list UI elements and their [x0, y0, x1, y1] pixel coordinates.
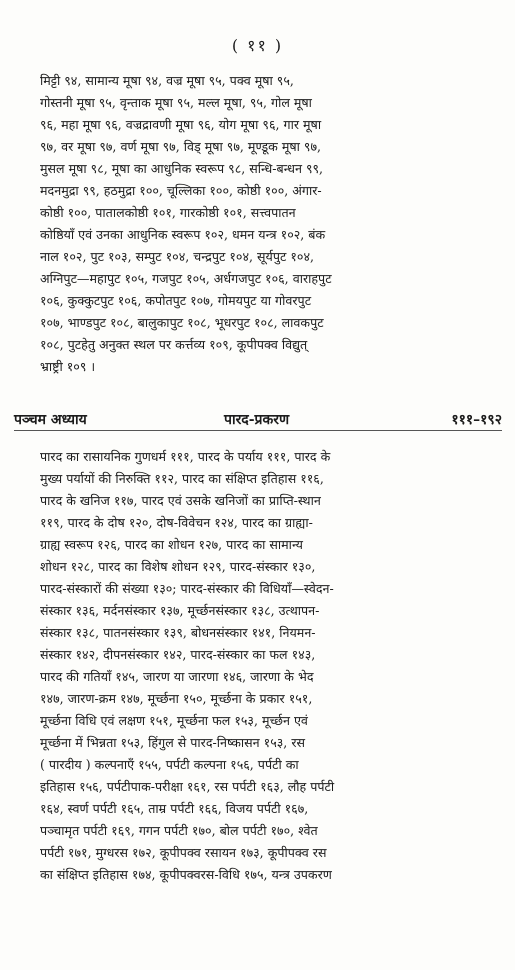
contents-line: ( पारदीय ) कल्पनाएँ १५५, पर्पटी कल्पना १५६, पर्पटी का [40, 757, 299, 772]
contents-section-1 [40, 70, 500, 378]
contents-line: का संक्षिप्त इतिहास १७४, कूपीपक्वरस-विधि १७५, यन्त्र उपकरण [40, 867, 332, 882]
contents-line: मूर्च्छना में भिन्नता १५३, हिंगुल से पारद-निष्कासन १५३, रस [40, 735, 305, 750]
contents-line: ९६, महा मूषा ९६, वज्रद्रावणी मूषा ९६, योग मूषा ९६, गार मूषा [40, 117, 322, 132]
contents-line: १०७, भाण्डपुट १०८, बालुकापुट १०८, भूधरपुट १०८, लावकपुट [40, 315, 324, 330]
contents-line: संस्कार १३६, मर्दनसंस्कार १३७, मूर्च्छनसंस्कार १३८, उत्थापन- [40, 603, 320, 618]
chapter-page-range: १११–१९२ [451, 412, 502, 428]
contents-line: शोधन १२८, पारद का विशेष शोधन १२९, पारद-संस्कार १३०, [40, 559, 316, 574]
contents-line: इतिहास १५६, पर्पटीपाक-परीक्षा १६१, रस पर्पटी १६३, लौह पर्पटी [40, 779, 335, 794]
chapter-title: पारद-प्रकरण [224, 412, 290, 428]
contents-line: पारद-संस्कारों की संख्या १३०; पारद-संस्कार की विधियाँ—स्वेदन- [40, 581, 334, 596]
contents-line: पारद के खनिज ११७, पारद एवं उसके खनिजों का प्राप्ति-स्थान [40, 493, 321, 508]
chapter-label: पञ्चम अध्याय [14, 412, 87, 428]
contents-line: मुसल मूषा ९८, मूषा का आधुनिक स्वरूप ९८, सन्धि-बन्धन ९९, [40, 161, 324, 176]
contents-line: १६४, स्वर्ण पर्पटी १६५, ताम्र पर्पटी १६६, विजय पर्पटी १६७, [40, 801, 309, 816]
contents-line: अग्निपुट—महापुट १०५, गजपुट १०५, अर्धगजपुट १०६, वाराहपुट [40, 271, 332, 286]
page-number: ( ११ ) [231, 36, 284, 55]
contents-line: मूर्च्छना विधि एवं लक्षण १५१, मूर्च्छना फल १५३, मूर्च्छन एवं [40, 713, 308, 728]
contents-line: पञ्चामृत पर्पटी १६९, गगन पर्पटी १७०, बोल पर्पटी १७०, श्वेत [40, 823, 318, 838]
contents-line: ९७, वर मूषा ९७, वर्ण मूषा ९७, विड् मूषा ९७, मूण्डूक मूषा ९७, [40, 139, 322, 154]
contents-line: कोष्ठी १००, पातालकोष्ठी १०१, गारकोष्ठी १०१, सत्त्वपातन [40, 205, 296, 220]
contents-line: संस्कार १४२, दीपनसंस्कार १४२, पारद-संस्कार का फल १४३, [40, 647, 316, 662]
contents-line: पारद का रासायनिक गुणधर्म १११, पारद के पर्याय १११, पारद के [40, 449, 331, 464]
contents-line: कोष्ठियाँ एवं उनका आधुनिक स्वरूप १०२, धमन यन्त्र १०२, बंक [40, 227, 326, 242]
contents-section-2 [40, 446, 502, 886]
chapter-divider [14, 430, 502, 431]
contents-line: मिट्टी ९४, सामान्य मूषा ९४, वज्र मूषा ९५, पक्व मूषा ९५, [40, 73, 294, 88]
contents-line: पारद की गतियाँ १४५, जारण या जारणा १४६, जारणा के भेद [40, 669, 314, 684]
contents-line: नाल १०२, पुट १०३, सम्पुट १०४, चन्द्रपुट १०४, सूर्यपुट १०४, [40, 249, 314, 264]
contents-line: भ्राष्ट्री १०९ । [40, 359, 96, 374]
contents-line: पर्पटी १७१, मुग्धरस १७२, कूपीपक्व रसायन १७३, कूपीपक्व रस [40, 845, 327, 860]
contents-line: १०६, कुक्कुटपुट १०६, कपोतपुट १०७, गोमयपुट या गोवरपुट [40, 293, 312, 308]
contents-line: १०८, पुटहेतु अनुक्त स्थल पर कर्त्तव्य १०९, कूपीपक्व विद्युत् [40, 337, 308, 352]
contents-line: मुख्य पर्यायों की निरुक्ति ११२, पारद का संक्षिप्त इतिहास ११६, [40, 471, 324, 486]
contents-line: ग्राह्य स्वरूप १२६, पारद का शोधन १२७, पारद का सामान्य [40, 537, 303, 552]
contents-line: ११९, पारद के दोष १२०, दोष-विवेचन १२४, पारद का ग्राह्या- [40, 515, 313, 530]
contents-line: संस्कार १३८, पातनसंस्कार १३९, बोधनसंस्कार १४१, नियमन- [40, 625, 316, 640]
contents-line: गोस्तनी मूषा ९५, वृन्ताक मूषा ९५, मल्ल मूषा, ९५, गोल मूषा [40, 95, 312, 110]
contents-line: मदनमुद्रा ९९, हठमुद्रा १००, चूल्लिका १००, कोष्ठी १००, अंगार- [40, 183, 322, 198]
contents-line: १४७, जारण-क्रम १४७, मूर्च्छना १५०, मूर्च्छना के प्रकार १५१, [40, 691, 313, 706]
